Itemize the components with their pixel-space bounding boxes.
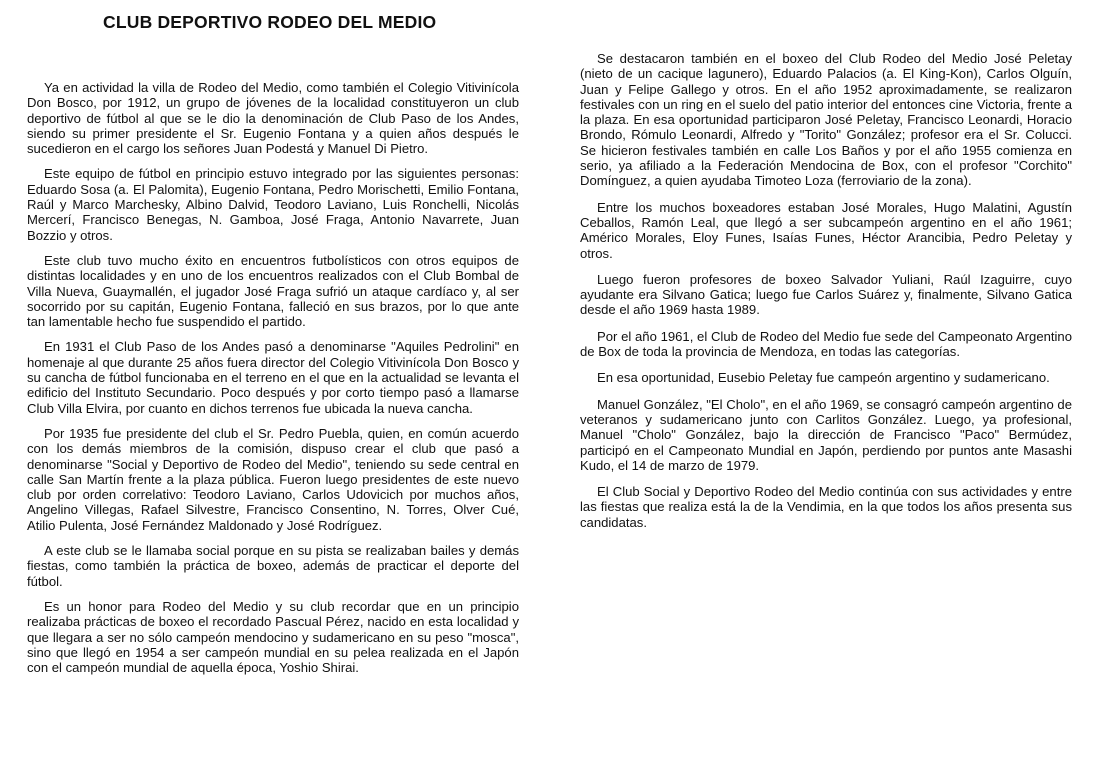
right-column bbox=[580, 51, 1072, 541]
paragraph: En esa oportunidad, Eusebio Peletay fue campeón argentino y sudamericano. bbox=[597, 370, 1050, 386]
paragraph: Este club tuvo mucho éxito en encuentros futbolísticos con otros equipos de distintas localidades y en uno de los encuentros realizados con el Club Bombal de Villa Nueva, Guaymallén, el jugador José Fraga sufrió un ataque cardíaco y, al ser socorrido por su capitán, Eugenio Fontana, falleció en sus brazos, por lo que ante tan lamentable hecho fue suspendido el partido. bbox=[27, 252, 519, 330]
paragraph: Se destacaron también en el boxeo del Club Rodeo del Medio José Peletay (nieto de un cacique lagunero), Eduardo Palacios (a. El King-Kon), Carlos Olguín, Juan y Felipe Gallego y otros. En el año 1952 aproximadamente, se realizaron festivales con un ring en el suelo del patio interior del entonces cine Victoria, frente a la plaza. En esa oportunidad participaron José Peletay, Francisco Leonardi, Horacio Brondo, Rómulo Leonardi, Alfredo y "Torito" González; profesor era el Sr. Colucci. Se hicieron festivales también en calle Los Baños y por el año 1955 comienza en serio, ya afiliado a la Federación Mendocina de Box, con el profesor "Corchito" Domínguez, a quien ayudaba Timoteo Loza (ferroviario de la zona). bbox=[580, 51, 1072, 189]
document-title: CLUB DEPORTIVO RODEO DEL MEDIO bbox=[103, 12, 437, 32]
paragraph: Ya en actividad la villa de Rodeo del Medio, como también el Colegio Vitivinícola Don Bosco, por 1912, un grupo de jóvenes de la localidad constituyeron un club deportivo de fútbol al que se le dio la denominación de Club Paso de los Andes, siendo su primer presidente el Sr. Eugenio Fontana y a quien años después le sucedieron en el cargo los señores Juan Podestá y Manuel Di Pietro. bbox=[27, 80, 519, 157]
paragraph: Es un honor para Rodeo del Medio y su club recordar que en un principio realizaba prácticas de boxeo el recordado Pascual Pérez, nacido en esta localidad y que llegara a ser no sólo campeón mendocino y sudamericano en su peso "mosca", sino que llegó en 1954 a ser campeón mundial en su pelea realizada en el Japón con el campeón mundial de aquella época, Yoshio Shirai. bbox=[27, 598, 519, 676]
paragraph: Este equipo de fútbol en principio estuvo integrado por las siguientes personas: Eduardo Sosa (a. El Palomita), Eugenio Fontana, Pedro Morischetti, Emilio Fontana, Raúl y Marco Marchesky, Albino Dalvid, Teodoro Laviano, Luis Ronchelli, Nicolás Mercerí, Francisco Benegas, N. Gamboa, José Fraga, Antonio Navarrete, Juan Bozzio y otros. bbox=[27, 166, 519, 243]
left-column bbox=[27, 80, 519, 685]
paragraph: Por 1935 fue presidente del club el Sr. Pedro Puebla, quien, en común acuerdo con los demás miembros de la comisión, dispuso crear el club que pasó a denominarse "Social y Deportivo de Rodeo del Medio", teniendo su sede central en calle San Martín frente a la plaza pública. Fueron luego presidentes de este nuevo club por orden correlativo: Teodoro Laviano, Carlos Udovicich por muchos años, Angelino Villegas, Rafael Silvestre, Francisco Consentino, N. Torres, Olver Cué, Atilio Pulenta, José Fernández Maldonado y José Rodríguez. bbox=[27, 425, 519, 533]
paragraph: El Club Social y Deportivo Rodeo del Medio continúa con sus actividades y entre las fiestas que realiza está la de la Vendimia, en la que todos los años presenta sus candidatas. bbox=[580, 484, 1072, 530]
paragraph: Manuel González, "El Cholo", en el año 1969, se consagró campeón argentino de veteranos y sudamericano junto con Carlitos González. Luego, ya profesional, Manuel "Cholo" González, bajo la dirección de Francisco "Paco" Bermúdez, participó en el Campeonato Mundial en Japón, perdiendo por puntos ante Masashi Kudo, el 14 de marzo de 1979. bbox=[580, 396, 1072, 473]
paragraph: Luego fueron profesores de boxeo Salvador Yuliani, Raúl Izaguirre, cuyo ayudante era Silvano Gatica; luego fue Carlos Suárez y, finalmente, Silvano Gatica desde el año 1969 hasta 1989. bbox=[580, 271, 1072, 318]
paragraph: Por el año 1961, el Club de Rodeo del Medio fue sede del Campeonato Argentino de Box de toda la provincia de Mendoza, en todas las categorías. bbox=[580, 328, 1072, 360]
paragraph: En 1931 el Club Paso de los Andes pasó a denominarse "Aquiles Pedrolini" en homenaje al que durante 25 años fuera director del Colegio Vitivinícola Don Bosco y su cancha de fútbol funcionaba en el terreno en el que en la actualidad se levanta el edificio del Instituto Secundario. Poco después y por corto tiempo pasó a llamarse Club Villa Elvira, por cuanto en dichos terrenos fue ubicada la nueva cancha. bbox=[27, 339, 519, 416]
paragraph: Entre los muchos boxeadores estaban José Morales, Hugo Malatini, Agustín Ceballos, Ramón Leal, que llegó a ser subcampeón argentino en el año 1961; Américo Morales, Eloy Funes, Isaías Funes, Héctor Arancibia, Pedro Peletay y otros. bbox=[580, 199, 1072, 261]
paragraph: A este club se le llamaba social porque en su pista se realizaban bailes y demás fiestas, como también la práctica de boxeo, además de practicar el deporte del fútbol. bbox=[27, 543, 519, 589]
